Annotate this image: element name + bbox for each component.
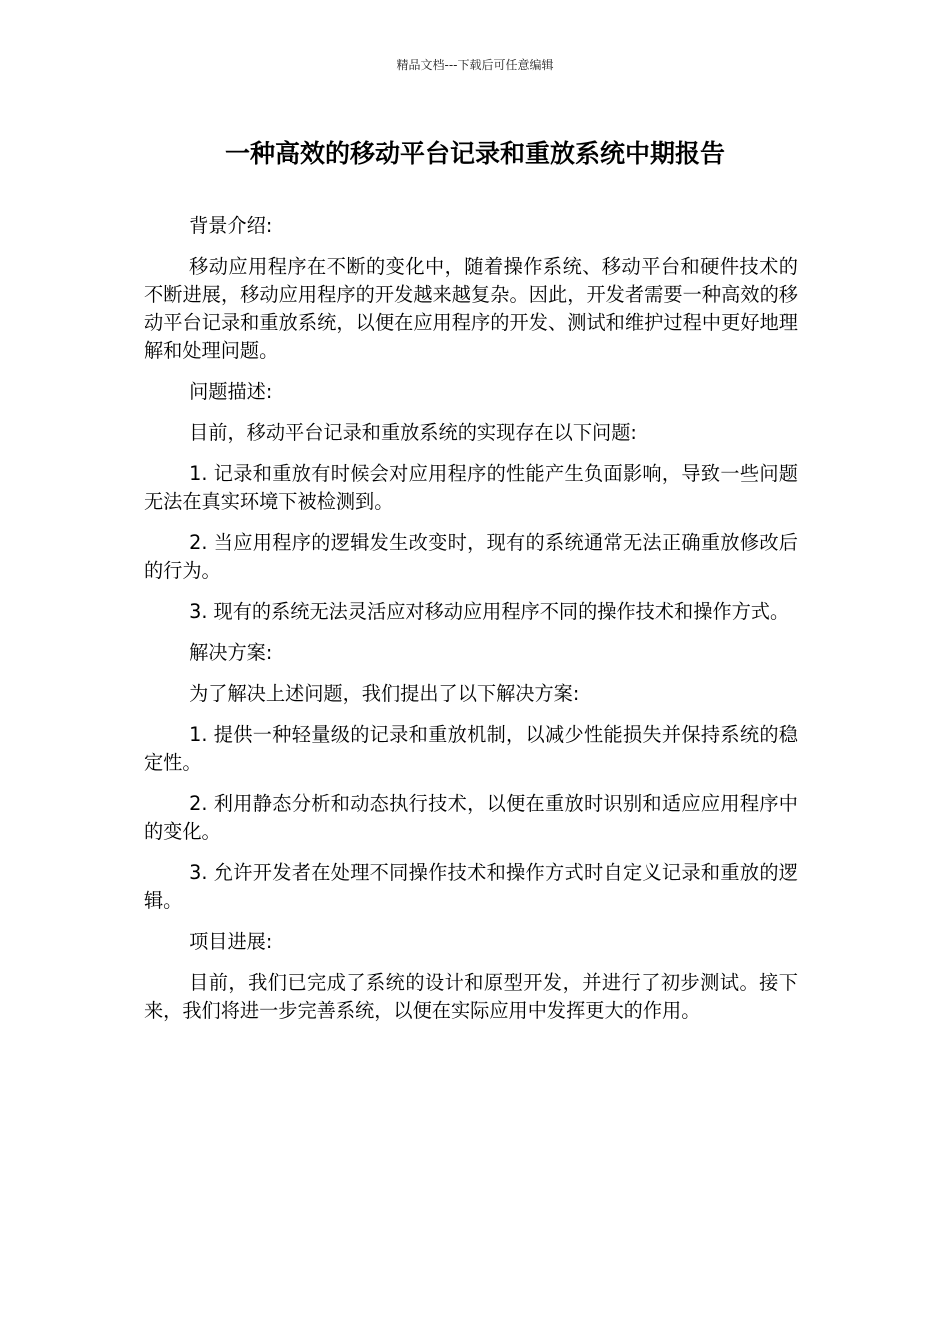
list-item-problem-3: 3. 现有的系统无法灵活应对移动应用程序不同的操作技术和操作方式。 [189,600,790,623]
paragraph-problem-intro: 目前，移动平台记录和重放系统的实现存在以下问题: [189,421,637,444]
paragraph-solution-intro: 为了解决上述问题，我们提出了以下解决方案: [189,682,580,705]
document-body [144,212,798,1038]
section-heading-problem: 问题描述: [189,380,273,403]
list-item-solution-1: 1. 提供一种轻量级的记录和重放机制，以减少性能损失并保持系统的稳定性。 [144,723,798,774]
section-heading-progress: 项目进展: [189,930,273,953]
list-item-solution-3: 3. 允许开发者在处理不同操作技术和操作方式时自定义记录和重放的逻辑。 [144,861,798,912]
document-title: 一种高效的移动平台记录和重放系统中期报告 [224,139,725,168]
paragraph-background: 移动应用程序在不断的变化中，随着操作系统、移动平台和硬件技术的不断进展，移动应用程序的开发越来越复杂。因此，开发者需要一种高效的移动平台记录和重放系统，以便在应用程序的开发、测试和维护过程中更好地理解和处理问题。 [144,255,798,362]
list-item-solution-2: 2. 利用静态分析和动态执行技术，以便在重放时识别和适应应用程序中的变化。 [144,792,798,843]
section-heading-solution: 解决方案: [189,641,273,664]
list-item-problem-1: 1. 记录和重放有时候会对应用程序的性能产生负面影响，导致一些问题无法在真实环境下被检测到。 [144,462,798,513]
paragraph-progress: 目前，我们已完成了系统的设计和原型开发，并进行了初步测试。接下来，我们将进一步完善系统，以便在实际应用中发挥更大的作用。 [144,971,798,1022]
list-item-problem-2: 2. 当应用程序的逻辑发生改变时，现有的系统通常无法正确重放修改后的行为。 [144,531,798,582]
page-header-watermark: 精品文档---下载后可任意编辑 [396,58,554,72]
section-heading-background: 背景介绍: [189,214,273,237]
